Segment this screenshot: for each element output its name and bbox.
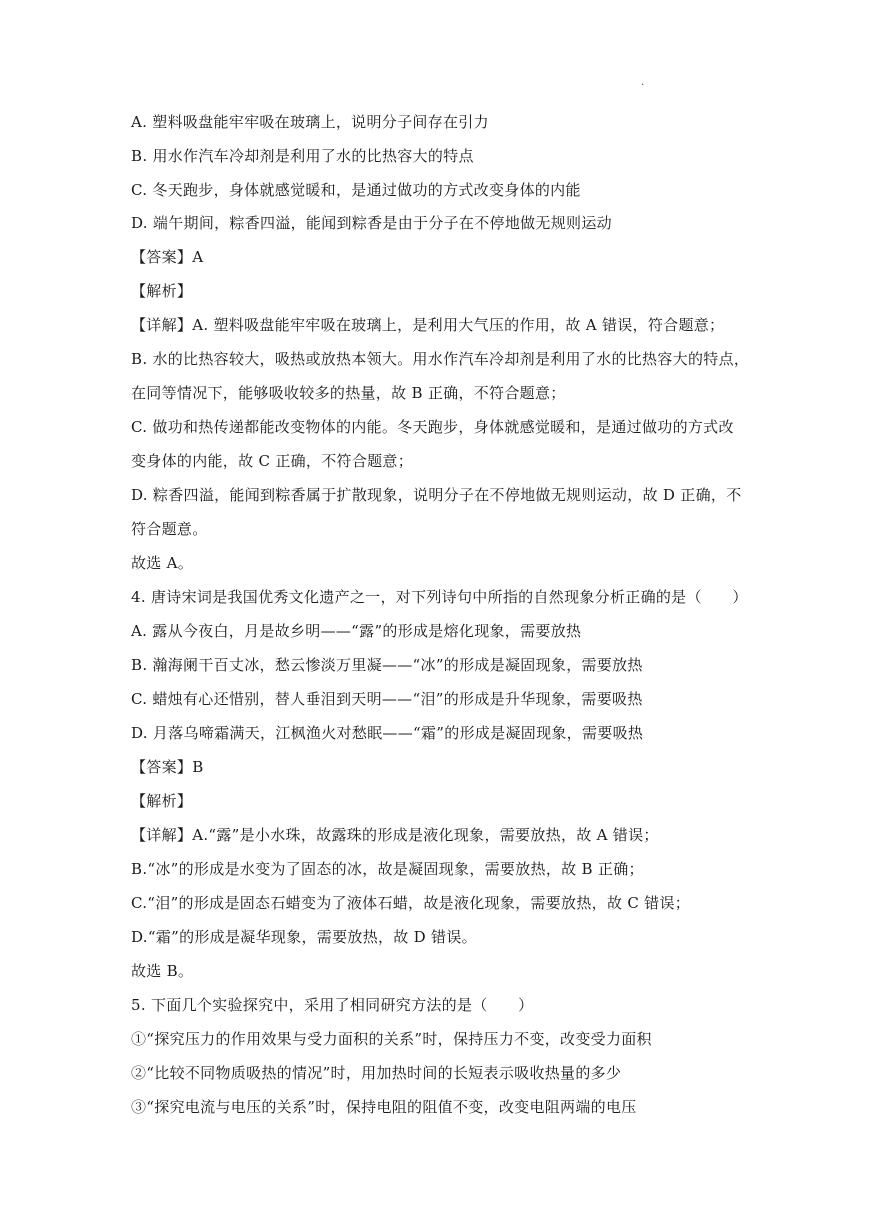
text-line: B.“冰”的形成是水变为了固态的冰，故是凝固现象，需要放热，故 B 正确； <box>131 860 644 878</box>
text-line: 符合题意。 <box>131 520 208 538</box>
text-line: 【解析】 <box>131 282 193 300</box>
text-line: 变身体的内能，故 C 正确，不符合题意； <box>131 452 414 470</box>
text-line: 5. 下面几个实验探究中，采用了相同研究方法的是（ ） <box>131 996 534 1014</box>
text-line: B. 水的比热容较大，吸热或放热本领大。用水作汽车冷却剂是利用了水的比热容大的特点， <box>131 350 750 368</box>
text-line: C. 做功和热传递都能改变物体的内能。冬天跑步，身体就感觉暖和，是通过做功的方式改 <box>131 418 734 436</box>
text-line: D.“霜”的形成是凝华现象，需要放热，故 D 错误。 <box>131 928 477 946</box>
text-line: ③“探究电流与电压的关系”时，保持电阻的阻值不变，改变电阻两端的电压 <box>131 1098 637 1116</box>
text-line: C. 冬天跑步，身体就感觉暖和，是通过做功的方式改变身体的内能 <box>131 181 581 199</box>
text-line: 【解析】 <box>131 792 193 810</box>
text-line: B. 瀚海阑干百丈冰，愁云惨淡万里凝——“冰”的形成是凝固现象，需要放热 <box>131 656 643 674</box>
text-line: 【答案】B <box>131 758 204 776</box>
text-line: C.“泪”的形成是固态石蜡变为了液体石蜡，故是液化现象，需要放热，故 C 错误； <box>131 894 691 912</box>
text-line: 4. 唐诗宋词是我国优秀文化遗产之一，对下列诗句中所指的自然现象分析正确的是（ ） <box>131 588 748 606</box>
text-line: C. 蜡烛有心还惜别，替人垂泪到天明——“泪”的形成是升华现象，需要吸热 <box>131 690 643 708</box>
text-line: ②“比较不同物质吸热的情况”时，用加热时间的长短表示吸收热量的多少 <box>131 1064 622 1082</box>
text-line: B. 用水作汽车冷却剂是利用了水的比热容大的特点 <box>131 147 474 165</box>
text-line: 【详解】A.“露”是小水珠，故露珠的形成是液化现象，需要放热，故 A 错误； <box>131 826 659 844</box>
text-line: A. 塑料吸盘能牢牢吸在玻璃上，说明分子间存在引力 <box>131 113 489 131</box>
text-line: D. 月落乌啼霜满天，江枫渔火对愁眠——“霜”的形成是凝固现象，需要吸热 <box>131 724 644 742</box>
header-dot: · <box>641 80 645 91</box>
text-line: 【答案】A <box>131 248 204 266</box>
text-line: 故选 A。 <box>131 554 194 572</box>
text-line: 【详解】A. 塑料吸盘能牢牢吸在玻璃上，是利用大气压的作用，故 A 错误，符合题意； <box>131 316 725 334</box>
text-line: 在同等情况下，能够吸收较多的热量，故 B 正确，不符合题意； <box>131 384 566 402</box>
text-line: ①“探究压力的作用效果与受力面积的关系”时，保持压力不变，改变受力面积 <box>131 1030 652 1048</box>
text-line: D. 端午期间，粽香四溢，能闻到粽香是由于分子在不停地做无规则运动 <box>131 214 612 232</box>
text-line: 故选 B。 <box>131 962 194 980</box>
text-line: A. 露从今夜白，月是故乡明——“露”的形成是熔化现象，需要放热 <box>131 622 582 640</box>
text-line: D. 粽香四溢，能闻到粽香属于扩散现象，说明分子在不停地做无规则运动，故 D 正确，不 <box>131 486 742 504</box>
